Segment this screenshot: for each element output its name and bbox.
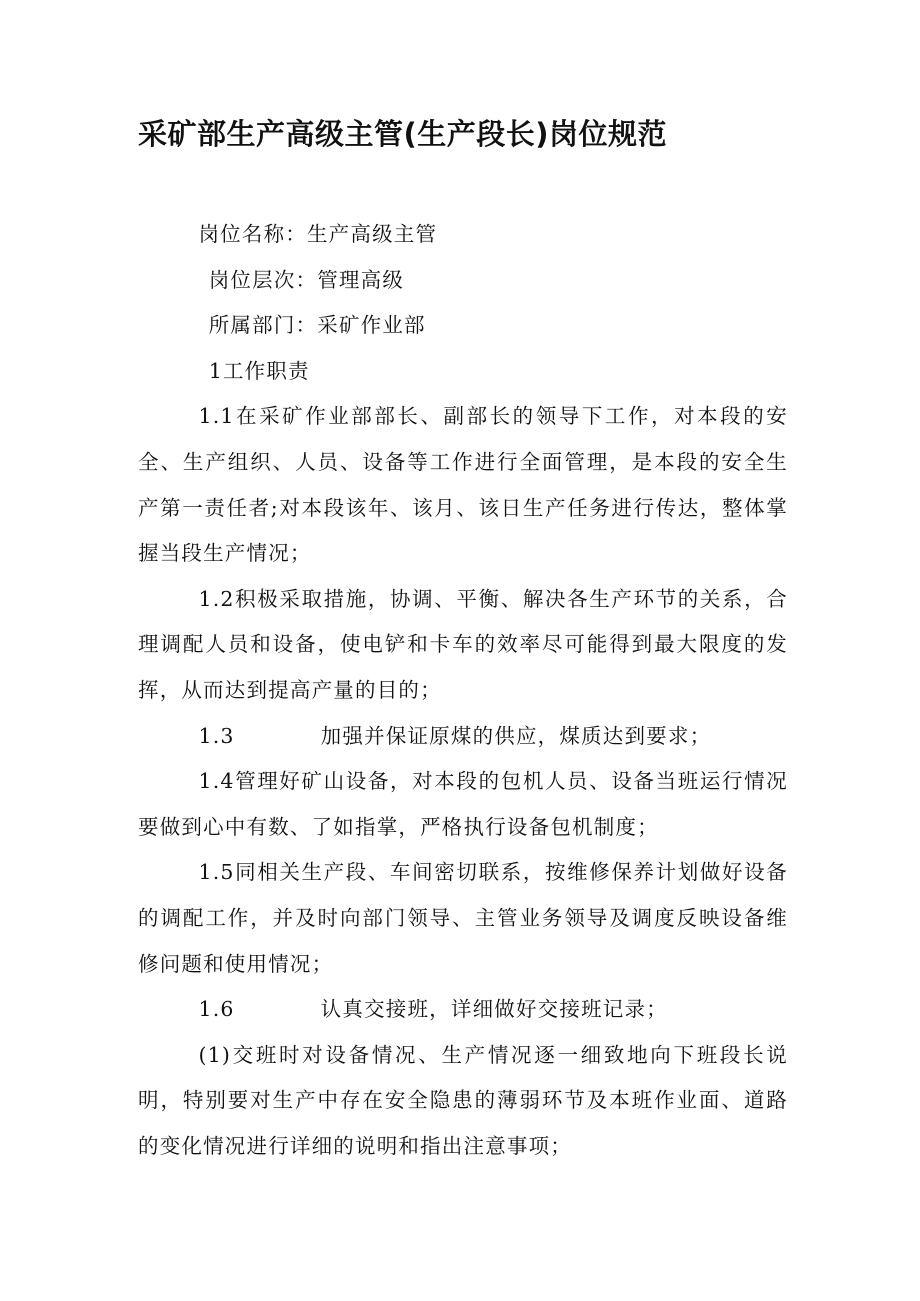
department: 所属部门：采矿作业部 [208,313,426,338]
item-1-2: 1.2积极采取措施，协调、平衡、解决各生产环节的关系，合理调配人员和设备，使电铲和卡车的效率尽可能得到最大限度的发挥，从而达到提高产量的目的； [138,586,788,702]
section-heading: 1工作职责 [208,358,310,383]
item-1-3-number: 1.3 [198,723,235,748]
item-1-6-number: 1.6 [198,997,235,1022]
document-body [138,212,788,1169]
item-1-1: 1.1在采矿作业部部长、副部长的领导下工作，对本段的安全、生产组织、人员、设备等工作进行全面管理，是本段的安全生产第一责任者;对本段该年、该月、该日生产任务进行传达，整体掌握当段生产情况； [138,404,788,566]
item-1-6 [138,987,788,1033]
item-1-6-text: 认真交接班，详细做好交接班记录； [320,997,668,1022]
item-1-5: 1.5同相关生产段、车间密切联系，按维修保养计划做好设备的调配工作，并及时向部门领导、主管业务领导及调度反映设备维修问题和使用情况； [138,860,788,976]
document-title: 采矿部生产高级主管(生产段长)岗位规范 [138,117,668,151]
sub-item-1: (1)交班时对设备情况、生产情况逐一细致地向下班段长说明，特别要对生产中存在安全隐患的薄弱环节及本班作业面、道路的变化情况进行详细的说明和指出注意事项； [138,1042,788,1158]
position-name: 岗位名称：生产高级主管 [198,222,438,246]
position-level: 岗位层次：管理高级 [208,267,405,292]
item-1-3 [138,714,788,760]
item-1-3-text: 加强并保证原煤的供应，煤质达到要求； [320,723,712,748]
item-1-4: 1.4管理好矿山设备，对本段的包机人员、设备当班运行情况要做到心中有数、了如指掌，严格执行设备包机制度； [138,769,788,839]
